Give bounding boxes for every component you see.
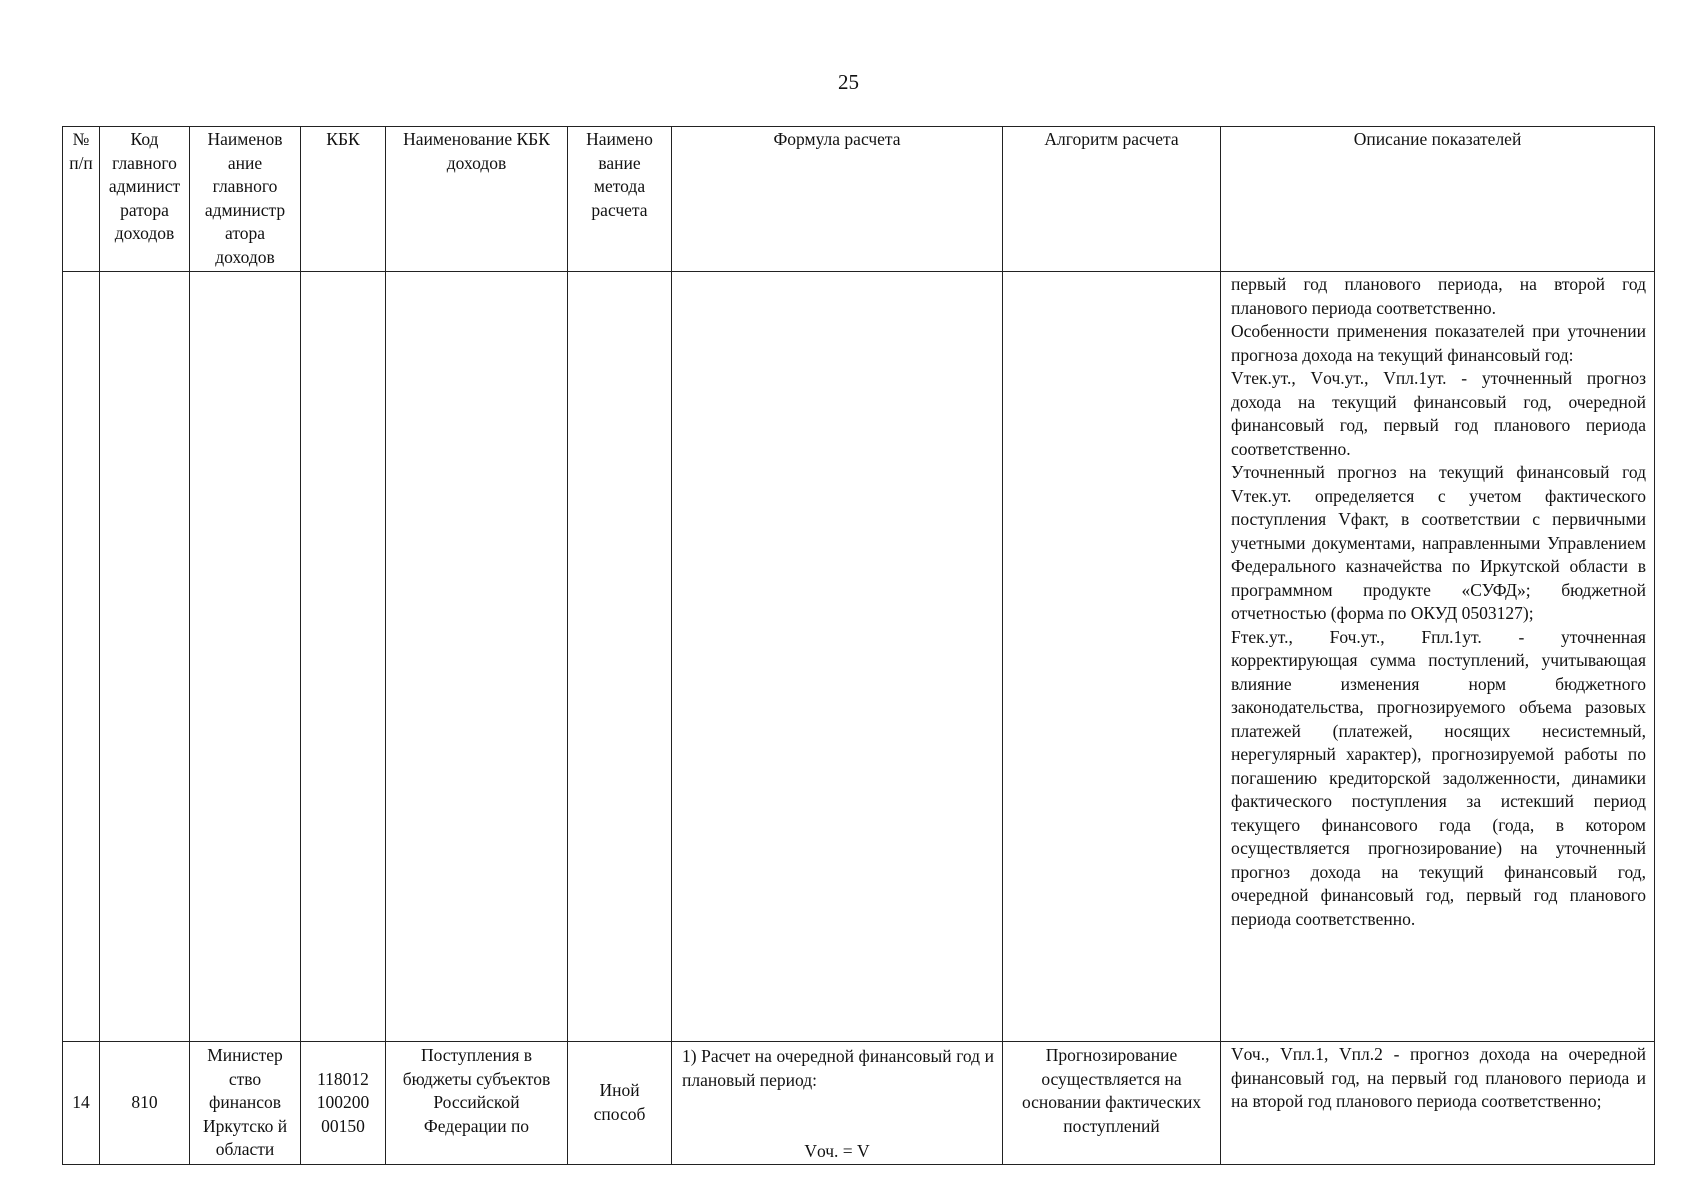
description-paragraph: Особенности применения показателей при уточнении прогноза дохода на текущий финансовый год:: [1231, 321, 1646, 365]
description-paragraph: первый год планового периода, на второй год планового периода соответственно.: [1231, 274, 1646, 318]
cell-empty: [190, 272, 301, 1042]
cell-empty: [63, 272, 100, 1042]
header-formula: Формула расчета: [672, 127, 1003, 272]
description-continuation-cell: [1221, 272, 1655, 1042]
revenue-methodology-table: [62, 126, 1655, 1165]
cell-empty: [100, 272, 190, 1042]
cell-empty: [301, 272, 386, 1042]
header-kbk: КБК: [301, 127, 386, 272]
admin-name: Министер ство финансов Иркутско й области: [190, 1042, 301, 1165]
description-paragraph: Fтек.ут., Fоч.ут., Fпл.1ут. - уточненная корректирующая сумма поступлений, учитывающая влияние изменения норм бюджетного законодательства, прогнозируемого объема разовых платежей (платежей, носящих несистемный, нерегулярный характер), прогнозируемой работы по погашению кредиторской задолженности, динамики фактического поступления за истекший период текущего финансового года (года, в котором осуществляется прогнозирование) на уточненный прогноз дохода на текущий финансовый год, очередной финансовый год, первый год планового периода соответственно.: [1231, 626, 1646, 929]
header-kbk-name: Наименование КБК доходов: [386, 127, 568, 272]
description-cell: Vоч., Vпл.1, Vпл.2 - прогноз дохода на очередной финансовый год, на первый год планового периода и на второй год планового периода соответственно;: [1221, 1042, 1655, 1165]
admin-code: 810: [100, 1042, 190, 1165]
header-admin-code: Код главного админист ратора доходов: [100, 127, 190, 272]
calc-method: Иной способ: [568, 1042, 672, 1165]
header-method: Наимено вание метода расчета: [568, 127, 672, 272]
cell-empty: [568, 272, 672, 1042]
cell-empty: [386, 272, 568, 1042]
kbk-code: 118012 100200 00150: [301, 1042, 386, 1165]
header-num: № п/п: [63, 127, 100, 272]
header-description: Описание показателей: [1221, 127, 1655, 272]
table-row: [63, 1042, 1655, 1165]
cell-empty: [1003, 272, 1221, 1042]
table-row: [63, 272, 1655, 1042]
header-algorithm: Алгоритм расчета: [1003, 127, 1221, 272]
header-admin-name: Наименов ание главного администр атора доходов: [190, 127, 301, 272]
description-paragraph: Уточненный прогноз на текущий финансовый год Vтек.ут. определяется с учетом фактического поступления Vфакт, в соответствии с первичными учетными документами, направленными Управлением Федерального казначейства по Иркутской области в программном продукте «СУФД»; бюджетной отчетностью (форма по ОКУД 0503127);: [1231, 462, 1646, 623]
formula-cell: [672, 1042, 1003, 1165]
page-number: 25: [838, 70, 859, 94]
description-paragraph: Vтек.ут., Vоч.ут., Vпл.1ут. - уточненный прогноз дохода на текущий финансовый год, очередной финансовый год, первый год планового периода соответственно.: [1231, 368, 1646, 459]
header-row: [63, 127, 1655, 272]
algorithm-cell: Прогнозирование осуществляется на основании фактических поступлений: [1003, 1042, 1221, 1165]
formula-text: 1) Расчет на очередной финансовый год и плановый период:: [682, 1046, 994, 1090]
cell-empty: [672, 272, 1003, 1042]
row-number: 14: [63, 1042, 100, 1165]
formula-expression: Vоч. = V: [804, 1141, 870, 1161]
kbk-name: Поступления в бюджеты субъектов Российской Федерации по: [386, 1042, 568, 1165]
